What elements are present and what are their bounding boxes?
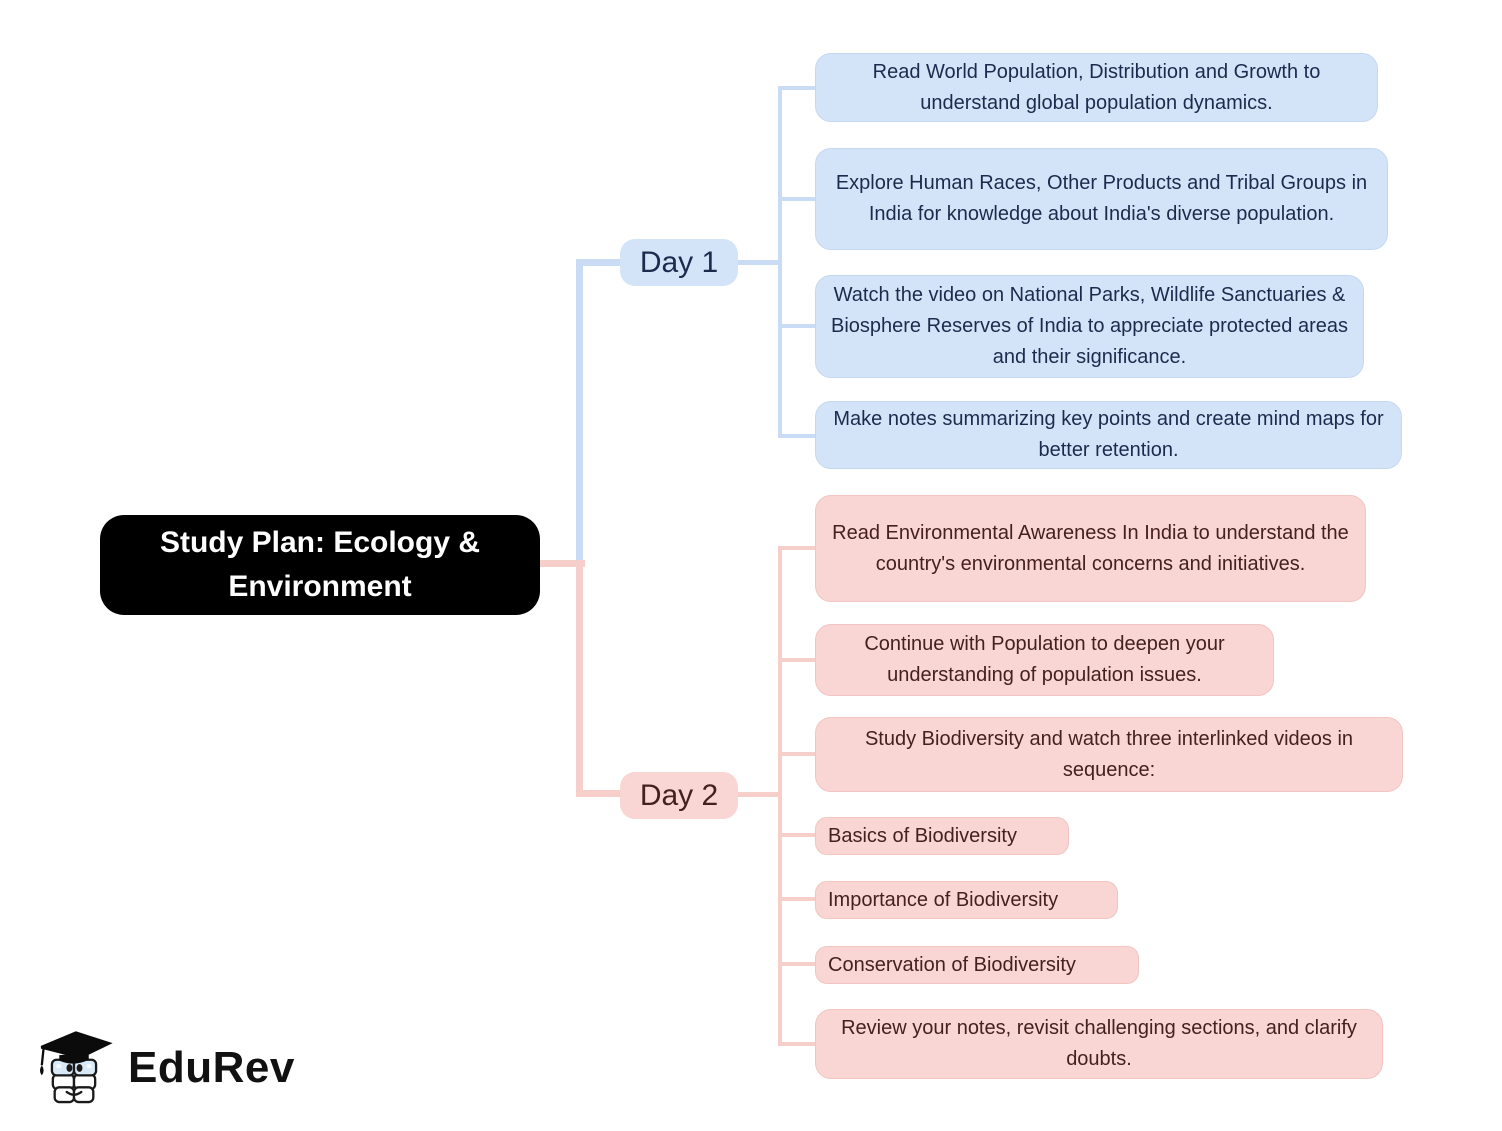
connector-day2-stub-1 <box>778 546 815 550</box>
graduation-cap-mascot-icon <box>28 1022 120 1114</box>
day2-node-label: Day 2 <box>639 778 719 812</box>
day2-task-1-label: Read Environmental Awareness In India to understand the country's environmental concerns and initiatives. <box>832 521 1349 575</box>
connector-day1-stub-2 <box>778 197 815 201</box>
connector-root-day1-vertical <box>576 259 583 564</box>
day1-task-2-label: Explore Human Races, Other Products and Tribal Groups in India for knowledge about India's diverse population. <box>835 172 1368 225</box>
connector-day1-trunk-vertical <box>778 86 782 438</box>
connector-day2-stub-4 <box>778 833 815 837</box>
connector-root-day1-horizontal <box>576 259 622 266</box>
day2-task-7-label: Review your notes, revisit challenging sections, and clarify doubts. <box>841 1017 1357 1070</box>
connector-day1-stub-3 <box>778 324 815 328</box>
edurev-logo <box>28 1022 295 1114</box>
connector-day2-stub-6 <box>778 962 815 966</box>
connector-day1-stub-1 <box>778 86 815 90</box>
day1-task-1-label: Read World Population, Distribution and Growth to understand global population dynamics. <box>872 60 1321 114</box>
connector-day1-trunk-horizontal <box>737 260 782 265</box>
connector-root-day2-horizontal <box>576 790 622 797</box>
day2-task-7 <box>815 1009 1383 1079</box>
day1-node-label: Day 1 <box>639 245 719 279</box>
connector-day2-trunk-vertical <box>778 546 782 1046</box>
connector-day2-stub-3 <box>778 752 815 756</box>
day2-task-2 <box>815 624 1274 696</box>
connector-day2-stub-2 <box>778 658 815 662</box>
day1-task-4-label: Make notes summarizing key points and create mind maps for better retention. <box>833 408 1384 461</box>
day2-task-3-label: Study Biodiversity and watch three interlinked videos in sequence: <box>864 727 1354 781</box>
day2-task-6 <box>815 946 1139 984</box>
day1-task-3-label: Watch the video on National Parks, Wildlife Sanctuaries & Biosphere Reserves of India to appreciate protected areas and their significance. <box>831 284 1348 368</box>
connector-day2-stub-7 <box>778 1042 815 1046</box>
day2-task-5-label: Importance of Biodiversity <box>828 888 1059 911</box>
edurev-brand-text: EduRev <box>128 1043 295 1092</box>
day1-task-1 <box>815 53 1378 122</box>
root-node-label: Study Plan: Ecology & Environment <box>159 526 481 603</box>
day2-task-3 <box>815 717 1403 792</box>
connector-day2-trunk-horizontal <box>737 792 782 797</box>
day2-task-1 <box>815 495 1366 602</box>
day2-task-6-label: Conservation of Biodiversity <box>828 953 1076 976</box>
day1-task-3 <box>815 275 1364 378</box>
day2-task-2-label: Continue with Population to deepen your understanding of population issues. <box>864 633 1225 686</box>
day2-node <box>620 772 738 819</box>
day2-task-4-label: Basics of Biodiversity <box>828 824 1017 847</box>
day2-task-5 <box>815 881 1118 919</box>
day1-task-4 <box>815 401 1402 469</box>
day1-task-2 <box>815 148 1388 250</box>
connector-root-day2-vertical <box>576 560 583 796</box>
root-node <box>100 515 540 615</box>
connector-day1-stub-4 <box>778 434 815 438</box>
connector-day2-stub-5 <box>778 897 815 901</box>
day2-task-4 <box>815 817 1069 855</box>
day1-node <box>620 239 738 286</box>
